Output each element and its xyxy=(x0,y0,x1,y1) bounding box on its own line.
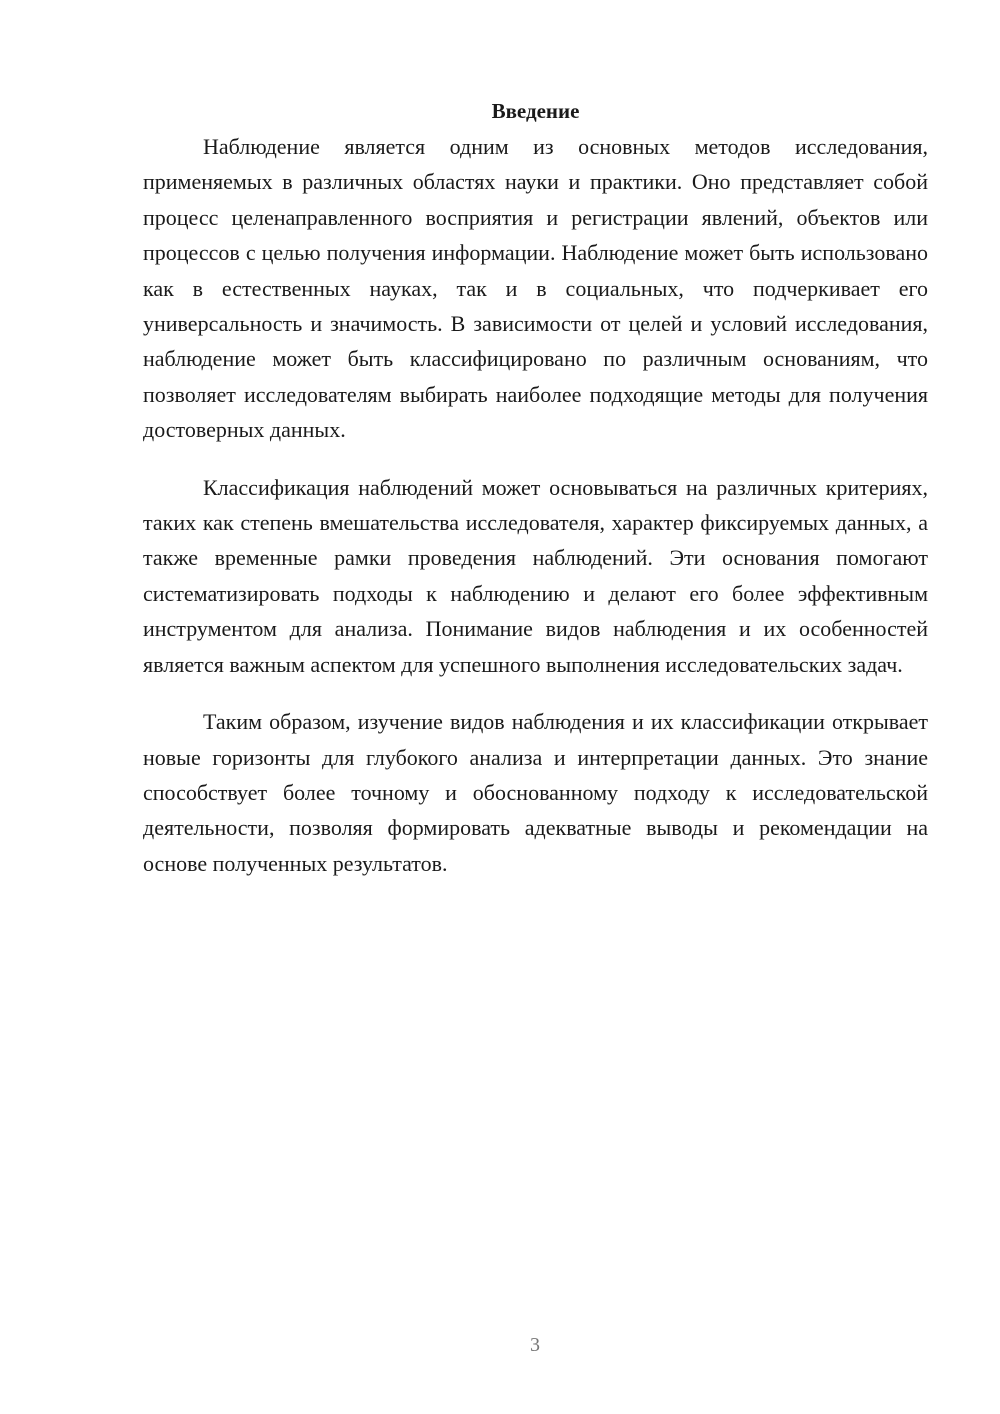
paragraph: Классификация наблюдений может основываться на различных критериях, таких как степень вмешательства исследователя, характер фиксируемых данных, а также временные рамки проведения наблюдений. Эти основания помогают систематизировать подходы к наблюдению и делают его более эффективным инструментом для анализа. Понимание видов наблюдения и их особенностей является важным аспектом для успешного выполнения исследовательских задач. xyxy=(143,474,928,677)
page-number: 3 xyxy=(530,1334,540,1356)
paragraph: Наблюдение является одним из основных методов исследования, применяемых в различных областях науки и практики. Оно представляет собой процесс целенаправленного восприятия и регистрации явлений, объектов или процессов с целью получения информации. Наблюдение может быть использовано как в естественных науках, так и в социальных, что подчеркивает его универсальность и значимость. В зависимости от целей и условий исследования, наблюдение может быть классифицировано по различным основаниям, что позволяет исследователям выбирать наиболее подходящие методы для получения достоверных данных. xyxy=(143,134,928,443)
page-content xyxy=(143,96,928,903)
section-title: Введение xyxy=(491,99,580,123)
paragraph: Таким образом, изучение видов наблюдения и их классификации открывает новые горизонты для глубокого анализа и интерпретации данных. Это знание способствует более точному и обоснованному подходу к исследовательской деятельности, позволяя формировать адекватные выводы и рекомендации на основе полученных результатов. xyxy=(143,709,928,876)
